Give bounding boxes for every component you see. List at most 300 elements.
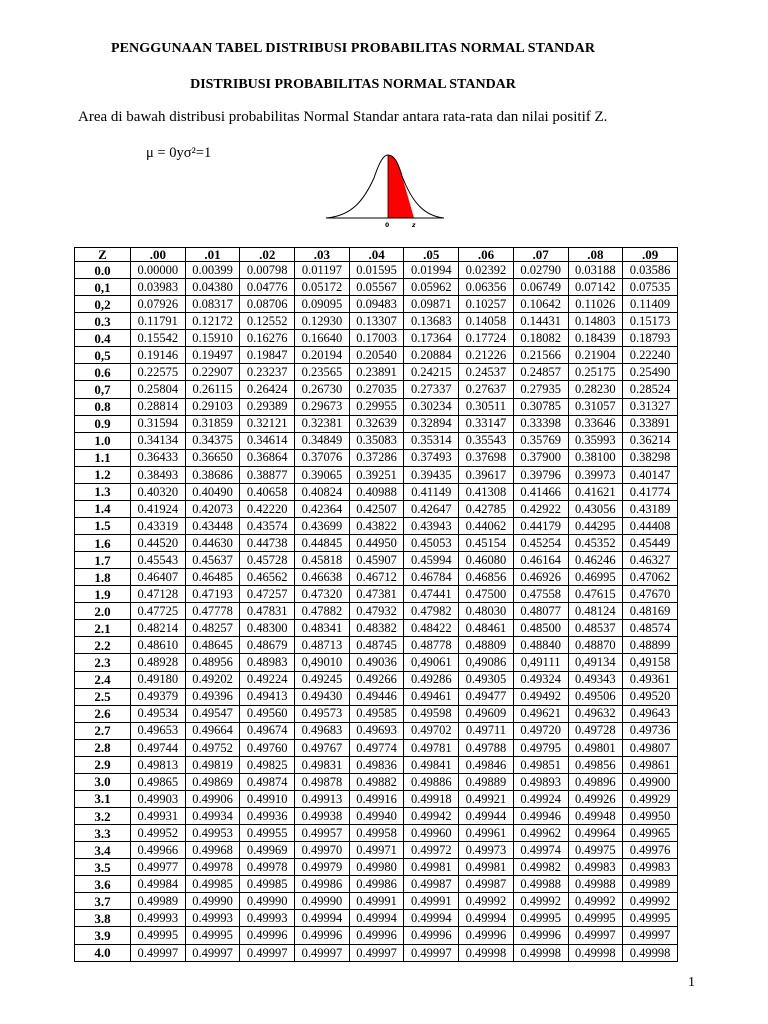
probability-cell: 0.48300 — [240, 620, 295, 637]
table-row — [75, 313, 678, 330]
probability-cell: 0.49924 — [513, 790, 568, 807]
table-row — [75, 637, 678, 654]
z-value-cell: 1.5 — [75, 517, 131, 534]
probability-cell: 0.42220 — [240, 500, 295, 517]
probability-cell: 0.09483 — [349, 296, 404, 313]
table-row — [75, 944, 678, 962]
probability-cell: 0.01197 — [295, 262, 350, 279]
probability-cell: 0.13683 — [404, 313, 459, 330]
column-header-z: Z — [75, 248, 131, 262]
probability-cell: 0.49997 — [240, 944, 295, 962]
zero-label: 0 — [385, 222, 390, 229]
probability-cell: 0.49744 — [131, 739, 186, 756]
probability-cell: 0.06749 — [513, 279, 568, 296]
z-value-cell: 3.7 — [75, 893, 131, 910]
probability-cell: 0.14431 — [513, 313, 568, 330]
probability-cell: 0.49856 — [568, 756, 623, 773]
probability-cell: 0.49996 — [240, 927, 295, 944]
probability-cell: 0.49413 — [240, 688, 295, 705]
probability-cell: 0.25490 — [623, 364, 678, 381]
probability-cell: 0.15910 — [185, 330, 240, 347]
probability-cell: 0.49585 — [349, 705, 404, 722]
table-row — [75, 296, 678, 313]
probability-cell: 0.49984 — [131, 876, 186, 893]
probability-cell: 0.42507 — [349, 500, 404, 517]
probability-cell: 0.24857 — [513, 364, 568, 381]
probability-cell: 0.25804 — [131, 381, 186, 398]
probability-cell: 0.47500 — [459, 586, 514, 603]
probability-cell: 0.41466 — [513, 483, 568, 500]
probability-cell: 0.48928 — [131, 654, 186, 671]
probability-cell: 0.43056 — [568, 500, 623, 517]
probability-cell: 0.27035 — [349, 381, 404, 398]
probability-cell: 0.17003 — [349, 330, 404, 347]
probability-cell: 0.38298 — [623, 449, 678, 466]
probability-cell: 0.49993 — [240, 910, 295, 927]
z-value-cell: 0.8 — [75, 398, 131, 415]
probability-cell: 0.44630 — [185, 535, 240, 552]
probability-cell: 0.14058 — [459, 313, 514, 330]
z-value-cell: 3.0 — [75, 773, 131, 790]
probability-cell: 0.49878 — [295, 773, 350, 790]
probability-cell: 0.49910 — [240, 790, 295, 807]
probability-cell: 0.49036 — [349, 654, 404, 671]
z-value-cell: 0,7 — [75, 381, 131, 398]
probability-cell: 0.49520 — [623, 688, 678, 705]
probability-cell: 0.47932 — [349, 603, 404, 620]
table-row — [75, 449, 678, 466]
probability-cell: 0.49728 — [568, 722, 623, 739]
probability-cell: 0.49760 — [240, 739, 295, 756]
probability-cell: 0.49991 — [404, 893, 459, 910]
probability-cell: 0.49996 — [513, 927, 568, 944]
probability-cell: 0.40490 — [185, 483, 240, 500]
probability-cell: 0.13307 — [349, 313, 404, 330]
probability-cell: 0.32381 — [295, 415, 350, 432]
table-row — [75, 517, 678, 534]
probability-cell: 0.49841 — [404, 756, 459, 773]
z-value-cell: 1.3 — [75, 483, 131, 500]
probability-cell: 0.35314 — [404, 432, 459, 449]
probability-cell: 0.49994 — [349, 910, 404, 927]
table-row — [75, 262, 678, 279]
probability-cell: 0.49598 — [404, 705, 459, 722]
probability-cell: 0.49324 — [513, 671, 568, 688]
probability-cell: 0.49921 — [459, 790, 514, 807]
probability-cell: 0.48341 — [295, 620, 350, 637]
probability-cell: 0.49955 — [240, 825, 295, 842]
z-value-cell: 3.9 — [75, 927, 131, 944]
probability-cell: 0.05567 — [349, 279, 404, 296]
probability-cell: 0.49900 — [623, 773, 678, 790]
probability-cell: 0.49985 — [185, 876, 240, 893]
probability-cell: 0.43189 — [623, 500, 678, 517]
probability-cell: 0.49974 — [513, 842, 568, 859]
table-row — [75, 671, 678, 688]
probability-cell: 0.49573 — [295, 705, 350, 722]
probability-cell: 0.45637 — [185, 552, 240, 569]
probability-cell: 0.07142 — [568, 279, 623, 296]
probability-cell: 0.45154 — [459, 535, 514, 552]
probability-cell: 0.37076 — [295, 449, 350, 466]
probability-cell: 0.45907 — [349, 552, 404, 569]
probability-cell: 0.23891 — [349, 364, 404, 381]
shaded-area — [388, 155, 414, 218]
z-value-cell: 3.6 — [75, 876, 131, 893]
probability-cell: 0.48124 — [568, 603, 623, 620]
probability-cell: 0.49992 — [459, 893, 514, 910]
probability-cell: 0.05962 — [404, 279, 459, 296]
probability-cell: 0.41621 — [568, 483, 623, 500]
probability-cell: 0.49975 — [568, 842, 623, 859]
probability-cell: 0.47558 — [513, 586, 568, 603]
z-value-cell: 3.3 — [75, 825, 131, 842]
probability-cell: 0.30511 — [459, 398, 514, 415]
probability-cell: 0.47778 — [185, 603, 240, 620]
probability-cell: 0.47615 — [568, 586, 623, 603]
probability-cell: 0.47062 — [623, 569, 678, 586]
probability-cell: 0.00399 — [185, 262, 240, 279]
probability-cell: 0.47831 — [240, 603, 295, 620]
probability-cell: 0.49991 — [349, 893, 404, 910]
z-value-cell: 2.8 — [75, 739, 131, 756]
probability-cell: 0.12930 — [295, 313, 350, 330]
probability-cell: 0.48422 — [404, 620, 459, 637]
probability-cell: 0.06356 — [459, 279, 514, 296]
probability-cell: 0.16276 — [240, 330, 295, 347]
probability-cell: 0.49994 — [459, 910, 514, 927]
probability-cell: 0.49988 — [568, 876, 623, 893]
probability-cell: 0.49985 — [240, 876, 295, 893]
table-row — [75, 552, 678, 569]
probability-cell: 0.28230 — [568, 381, 623, 398]
probability-cell: 0.02790 — [513, 262, 568, 279]
probability-cell: 0.49997 — [568, 927, 623, 944]
probability-cell: 0.37698 — [459, 449, 514, 466]
table-row — [75, 535, 678, 552]
probability-cell: 0.49664 — [185, 722, 240, 739]
probability-cell: 0.49986 — [349, 876, 404, 893]
probability-cell: 0.25175 — [568, 364, 623, 381]
z-value-cell: 3.5 — [75, 859, 131, 876]
probability-cell: 0.49942 — [404, 808, 459, 825]
column-header: .02 — [240, 248, 295, 262]
probability-cell: 0.49987 — [404, 876, 459, 893]
probability-cell: 0.49934 — [185, 808, 240, 825]
table-row — [75, 330, 678, 347]
probability-cell: 0.31594 — [131, 415, 186, 432]
probability-cell: 0.49869 — [185, 773, 240, 790]
probability-cell: 0.49997 — [404, 944, 459, 962]
probability-cell: 0.47193 — [185, 586, 240, 603]
probability-cell: 0.44062 — [459, 517, 514, 534]
z-value-cell: 0.3 — [75, 313, 131, 330]
table-row — [75, 910, 678, 927]
probability-cell: 0.27935 — [513, 381, 568, 398]
table-row — [75, 500, 678, 517]
probability-cell: 0.49995 — [513, 910, 568, 927]
probability-cell: 0.49702 — [404, 722, 459, 739]
probability-cell: 0.49977 — [131, 859, 186, 876]
probability-cell: 0.34134 — [131, 432, 186, 449]
table-row — [75, 876, 678, 893]
probability-cell: 0.23237 — [240, 364, 295, 381]
probability-cell: 0.49940 — [349, 808, 404, 825]
probability-cell: 0.32639 — [349, 415, 404, 432]
table-row — [75, 927, 678, 944]
probability-cell: 0.49938 — [295, 808, 350, 825]
probability-cell: 0.37900 — [513, 449, 568, 466]
probability-cell: 0.01994 — [404, 262, 459, 279]
table-row — [75, 842, 678, 859]
probability-cell: 0.43943 — [404, 517, 459, 534]
probability-cell: 0.49720 — [513, 722, 568, 739]
probability-cell: 0.49819 — [185, 756, 240, 773]
probability-cell: 0.26115 — [185, 381, 240, 398]
column-header: .05 — [404, 248, 459, 262]
probability-cell: 0.49781 — [404, 739, 459, 756]
probability-cell: 0.46784 — [404, 569, 459, 586]
column-header: .09 — [623, 248, 678, 262]
probability-cell: 0.49998 — [513, 944, 568, 962]
column-header: .04 — [349, 248, 404, 262]
probability-cell: 0.48574 — [623, 620, 678, 637]
probability-cell: 0.49906 — [185, 790, 240, 807]
probability-cell: 0.31327 — [623, 398, 678, 415]
table-row — [75, 756, 678, 773]
probability-cell: 0.03586 — [623, 262, 678, 279]
probability-cell: 0.49560 — [240, 705, 295, 722]
probability-cell: 0.49981 — [459, 859, 514, 876]
probability-cell: 0.47670 — [623, 586, 678, 603]
probability-cell: 0.49996 — [404, 927, 459, 944]
z-value-cell: 2.1 — [75, 620, 131, 637]
probability-cell: 0.15173 — [623, 313, 678, 330]
probability-cell: 0.49978 — [185, 859, 240, 876]
probability-cell: 0.02392 — [459, 262, 514, 279]
probability-cell: 0.49948 — [568, 808, 623, 825]
probability-cell: 0.42364 — [295, 500, 350, 517]
probability-cell: 0.46164 — [513, 552, 568, 569]
probability-cell: 0.20540 — [349, 347, 404, 364]
column-header: .08 — [568, 248, 623, 262]
probability-cell: 0.49990 — [295, 893, 350, 910]
probability-cell: 0.49916 — [349, 790, 404, 807]
probability-cell: 0.47441 — [404, 586, 459, 603]
probability-cell: 0.49957 — [295, 825, 350, 842]
probability-cell: 0.49851 — [513, 756, 568, 773]
probability-cell: 0.47982 — [404, 603, 459, 620]
z-label: z — [412, 222, 416, 229]
probability-cell: 0.17724 — [459, 330, 514, 347]
probability-cell: 0.49861 — [623, 756, 678, 773]
probability-cell: 0.49980 — [349, 859, 404, 876]
table-row — [75, 398, 678, 415]
probability-cell: 0.49989 — [131, 893, 186, 910]
probability-cell: 0,49111 — [513, 654, 568, 671]
probability-cell: 0.43699 — [295, 517, 350, 534]
probability-cell: 0.44950 — [349, 535, 404, 552]
probability-cell: 0.49836 — [349, 756, 404, 773]
probability-cell: 0.46856 — [459, 569, 514, 586]
z-value-cell: 2.3 — [75, 654, 131, 671]
probability-cell: 0.40147 — [623, 466, 678, 483]
probability-cell: 0.49621 — [513, 705, 568, 722]
probability-cell: 0.46995 — [568, 569, 623, 586]
probability-cell: 0.49926 — [568, 790, 623, 807]
probability-cell: 0.34849 — [295, 432, 350, 449]
bell-curve — [326, 155, 444, 218]
probability-cell: 0.33398 — [513, 415, 568, 432]
probability-cell: 0.49994 — [295, 910, 350, 927]
probability-cell: 0.01595 — [349, 262, 404, 279]
probability-cell: 0.49492 — [513, 688, 568, 705]
probability-cell: 0.49825 — [240, 756, 295, 773]
probability-cell: 0.00798 — [240, 262, 295, 279]
probability-cell: 0.43822 — [349, 517, 404, 534]
probability-cell: 0.49801 — [568, 739, 623, 756]
probability-cell: 0.26730 — [295, 381, 350, 398]
table-row — [75, 705, 678, 722]
normal-curve-figure — [324, 150, 446, 230]
probability-cell: 0.49913 — [295, 790, 350, 807]
probability-cell: 0.12552 — [240, 313, 295, 330]
probability-cell: 0.45994 — [404, 552, 459, 569]
probability-cell: 0.29955 — [349, 398, 404, 415]
probability-cell: 0.41149 — [404, 483, 459, 500]
probability-cell: 0.48899 — [623, 637, 678, 654]
probability-cell: 0.49995 — [568, 910, 623, 927]
probability-cell: 0.43574 — [240, 517, 295, 534]
probability-cell: 0.49983 — [623, 859, 678, 876]
probability-cell: 0,49134 — [568, 654, 623, 671]
probability-cell: 0.35993 — [568, 432, 623, 449]
z-value-cell: 4.0 — [75, 944, 131, 962]
distribution-parameters: μ = 0yσ²=1 — [146, 145, 212, 161]
probability-cell: 0.49992 — [513, 893, 568, 910]
probability-cell: 0.41924 — [131, 500, 186, 517]
probability-cell: 0.40988 — [349, 483, 404, 500]
probability-cell: 0.49361 — [623, 671, 678, 688]
probability-cell: 0.33147 — [459, 415, 514, 432]
probability-cell: 0.49992 — [623, 893, 678, 910]
page-number: 1 — [688, 975, 695, 990]
table-row — [75, 603, 678, 620]
probability-cell: 0.17364 — [404, 330, 459, 347]
probability-cell: 0.48809 — [459, 637, 514, 654]
probability-cell: 0.45728 — [240, 552, 295, 569]
probability-cell: 0.37286 — [349, 449, 404, 466]
probability-cell: 0.49982 — [513, 859, 568, 876]
probability-cell: 0.49180 — [131, 671, 186, 688]
probability-cell: 0.30234 — [404, 398, 459, 415]
probability-cell: 0.49795 — [513, 739, 568, 756]
probability-cell: 0.49931 — [131, 808, 186, 825]
probability-cell: 0.38493 — [131, 466, 186, 483]
column-header: .01 — [185, 248, 240, 262]
probability-cell: 0.49997 — [623, 927, 678, 944]
probability-cell: 0.14803 — [568, 313, 623, 330]
z-value-cell: 2.5 — [75, 688, 131, 705]
probability-cell: 0.18439 — [568, 330, 623, 347]
z-value-cell: 0,5 — [75, 347, 131, 364]
probability-cell: 0.05172 — [295, 279, 350, 296]
z-value-cell: 1.1 — [75, 449, 131, 466]
probability-cell: 0.49882 — [349, 773, 404, 790]
probability-cell: 0.49886 — [404, 773, 459, 790]
probability-cell: 0.00000 — [131, 262, 186, 279]
probability-cell: 0.39435 — [404, 466, 459, 483]
probability-cell: 0.47257 — [240, 586, 295, 603]
probability-cell: 0.49990 — [240, 893, 295, 910]
probability-cell: 0.49998 — [459, 944, 514, 962]
probability-cell: 0.49997 — [131, 944, 186, 962]
probability-cell: 0.49430 — [295, 688, 350, 705]
probability-cell: 0.46407 — [131, 569, 186, 586]
z-value-cell: 0,1 — [75, 279, 131, 296]
probability-cell: 0.32894 — [404, 415, 459, 432]
probability-cell: 0.48745 — [349, 637, 404, 654]
probability-cell: 0.40658 — [240, 483, 295, 500]
normal-curve-svg — [324, 150, 446, 230]
probability-cell: 0.45053 — [404, 535, 459, 552]
page-title: PENGGUNAAN TABEL DISTRIBUSI PROBABILITAS NORMAL STANDAR — [110, 41, 596, 56]
probability-cell: 0.19146 — [131, 347, 186, 364]
probability-cell: 0.49893 — [513, 773, 568, 790]
table-row — [75, 347, 678, 364]
z-value-cell: 1.8 — [75, 569, 131, 586]
probability-cell: 0.49964 — [568, 825, 623, 842]
probability-cell: 0.39251 — [349, 466, 404, 483]
table-row — [75, 654, 678, 671]
probability-cell: 0.48537 — [568, 620, 623, 637]
probability-cell: 0.49993 — [185, 910, 240, 927]
probability-cell: 0.28814 — [131, 398, 186, 415]
column-header: .00 — [131, 248, 186, 262]
table-row — [75, 773, 678, 790]
probability-cell: 0.47882 — [295, 603, 350, 620]
table-header-row — [75, 248, 678, 262]
probability-cell: 0.49929 — [623, 790, 678, 807]
probability-cell: 0.49976 — [623, 842, 678, 859]
probability-cell: 0.49987 — [459, 876, 514, 893]
probability-cell: 0.46562 — [240, 569, 295, 586]
z-value-cell: 3.2 — [75, 808, 131, 825]
probability-cell: 0.42785 — [459, 500, 514, 517]
probability-cell: 0.49609 — [459, 705, 514, 722]
probability-cell: 0.21226 — [459, 347, 514, 364]
column-header: .07 — [513, 248, 568, 262]
probability-cell: 0.38686 — [185, 466, 240, 483]
z-value-cell: 1.7 — [75, 552, 131, 569]
probability-cell: 0.49865 — [131, 773, 186, 790]
probability-cell: 0.46712 — [349, 569, 404, 586]
probability-cell: 0.46080 — [459, 552, 514, 569]
probability-cell: 0.45449 — [623, 535, 678, 552]
table-row — [75, 739, 678, 756]
probability-cell: 0.48679 — [240, 637, 295, 654]
z-value-cell: 0.4 — [75, 330, 131, 347]
probability-cell: 0.30785 — [513, 398, 568, 415]
probability-cell: 0.31057 — [568, 398, 623, 415]
probability-cell: 0.49994 — [404, 910, 459, 927]
table-row — [75, 364, 678, 381]
probability-cell: 0.49632 — [568, 705, 623, 722]
z-value-cell: 0.0 — [75, 262, 131, 279]
probability-cell: 0.03983 — [131, 279, 186, 296]
probability-cell: 0.49979 — [295, 859, 350, 876]
probability-cell: 0.48077 — [513, 603, 568, 620]
